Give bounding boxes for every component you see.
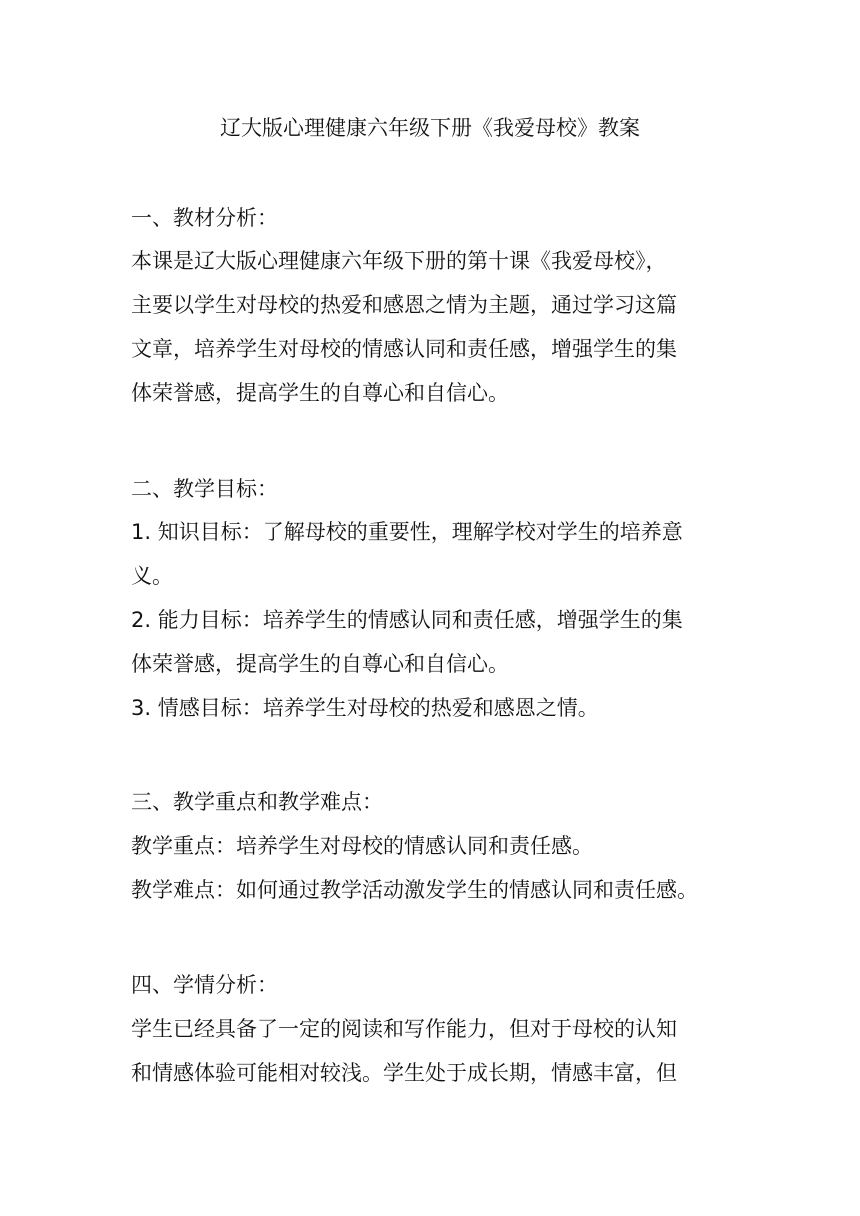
paragraph-line: 文章，培养学生对母校的情感认同和责任感，增强学生的集 <box>131 337 677 361</box>
paragraph-line: 教学难点：如何通过教学活动激发学生的情感认同和责任感。 <box>131 878 698 902</box>
section-heading: 一、教材分析： <box>131 206 278 230</box>
document-title: 辽大版心理健康六年级下册《我爱母校》教案 <box>220 116 640 140</box>
paragraph-line: 和情感体验可能相对较浅。学生处于成长期，情感丰富，但 <box>131 1061 677 1085</box>
paragraph-line: 学生已经具备了一定的阅读和写作能力，但对于母校的认知 <box>131 1017 677 1041</box>
paragraph-line: 1. 知识目标：了解母校的重要性，理解学校对学生的培养意 <box>131 520 683 544</box>
section-heading: 二、教学目标： <box>131 477 278 501</box>
paragraph-line: 3. 情感目标：培养学生对母校的热爱和感恩之情。 <box>131 696 599 720</box>
paragraph-line: 义。 <box>131 564 173 588</box>
paragraph-line: 教学重点：培养学生对母校的情感认同和责任感。 <box>131 834 593 858</box>
section-heading: 四、学情分析： <box>131 973 278 997</box>
paragraph-line: 2. 能力目标：培养学生的情感认同和责任感，增强学生的集 <box>131 608 683 632</box>
paragraph-line: 体荣誉感，提高学生的自尊心和自信心。 <box>131 381 509 405</box>
paragraph-line: 本课是辽大版心理健康六年级下册的第十课《我爱母校》， <box>131 249 667 273</box>
paragraph-line: 主要以学生对母校的热爱和感恩之情为主题，通过学习这篇 <box>131 293 677 317</box>
section-heading: 三、教学重点和教学难点： <box>131 790 383 814</box>
paragraph-line: 体荣誉感，提高学生的自尊心和自信心。 <box>131 652 509 676</box>
